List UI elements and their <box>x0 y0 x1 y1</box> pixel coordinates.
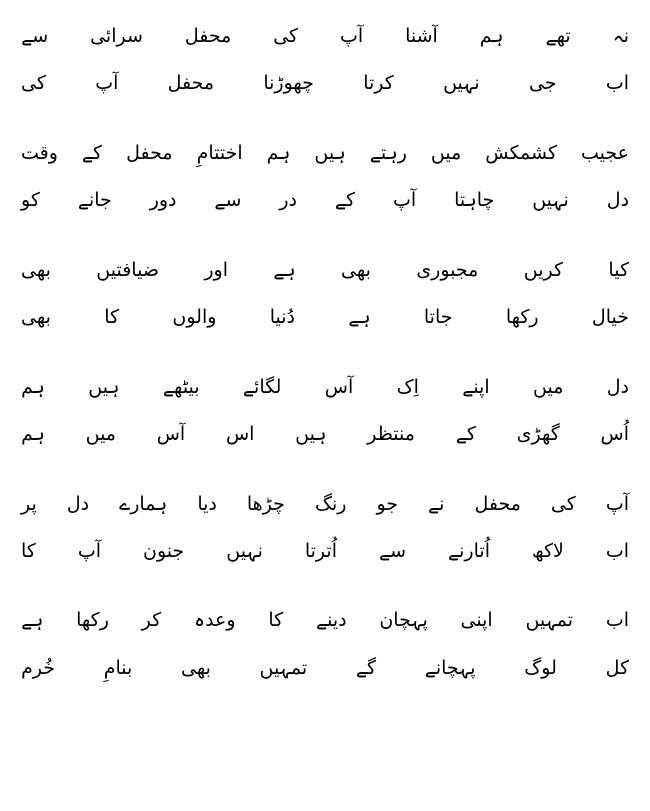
verse-line <box>18 606 632 635</box>
verse-word: آپ <box>340 25 364 47</box>
verse-word: کریں <box>523 258 564 281</box>
verse-word: اپنی <box>460 609 493 632</box>
verse-word: وعدہ <box>193 609 236 632</box>
verse-word: آس <box>324 375 354 398</box>
verse-word: لگائے <box>242 375 282 398</box>
verse-word: مجبوری <box>416 258 479 281</box>
verse-word: نہیں <box>443 72 480 95</box>
verse-word: خیال <box>591 306 629 329</box>
verse-word: چڑھا <box>246 492 285 515</box>
verse-line <box>18 373 632 402</box>
stanza <box>18 256 632 333</box>
verse-word: تمہیں <box>525 609 574 632</box>
verse-word: بنامِ <box>103 656 133 679</box>
verse-word: محفل <box>126 141 173 164</box>
verse-word: نہیں <box>532 189 569 212</box>
verse-line <box>18 22 632 51</box>
verse-word: کشمکش <box>485 141 557 164</box>
verse-word: بیٹھے <box>162 375 200 398</box>
verse-word: اُتارنے <box>448 539 490 562</box>
verse-line <box>18 537 632 566</box>
verse-word: وقت <box>21 141 58 164</box>
verse-word: کی <box>550 492 576 515</box>
verse-word: میں <box>430 141 462 164</box>
verse-word: دل <box>606 189 629 212</box>
verse-word: کی <box>273 25 299 47</box>
verse-word: کے <box>455 423 476 446</box>
verse-word: ہے <box>273 258 296 281</box>
verse-word: پہچان <box>379 609 428 632</box>
verse-word: گے <box>355 656 377 679</box>
verse-word: کی <box>21 72 46 95</box>
verse-word: اختتامِ <box>196 141 243 164</box>
verse-word: اس <box>225 423 255 446</box>
verse-line <box>18 139 632 168</box>
verse-word: پہچانے <box>424 656 476 679</box>
verse-word: کو <box>21 189 40 212</box>
verse-word: آس <box>156 423 186 446</box>
verse-word: کیا <box>608 258 629 281</box>
verse-word: تھے <box>545 25 571 47</box>
verse-word: نہ <box>612 25 629 47</box>
verse-word: دُنیا <box>269 306 295 329</box>
verse-line <box>18 69 632 98</box>
verse-word: ہمارے <box>119 492 168 515</box>
verse-word: اور <box>204 258 228 281</box>
verse-line <box>18 654 632 683</box>
verse-word: اب <box>605 539 629 562</box>
verse-word: کے <box>81 141 103 164</box>
stanza <box>18 490 632 567</box>
verse-word: ہم <box>21 423 45 446</box>
verse-word: اپنے <box>462 375 490 398</box>
verse-word: ہے <box>21 609 44 632</box>
verse-word: منتظر <box>367 423 415 446</box>
verse-word: جاتا <box>423 306 453 329</box>
verse-word: ہیں <box>88 375 120 398</box>
verse-word: رکھا <box>505 306 539 329</box>
verse-word: ہم <box>21 375 45 398</box>
verse-word: ہم <box>479 25 504 47</box>
stanza <box>18 373 632 450</box>
verse-word: عجیب <box>581 141 629 164</box>
verse-word: جی <box>528 72 557 95</box>
verse-word: تمہیں <box>259 656 308 679</box>
verse-word: میں <box>533 375 564 398</box>
verse-word: کے <box>334 189 356 212</box>
verse-word: دور <box>149 189 177 212</box>
verse-word: چاہتا <box>454 189 495 212</box>
verse-word: بھی <box>21 258 51 281</box>
verse-word: دینے <box>315 609 347 632</box>
verse-word: رہتے <box>369 141 407 164</box>
verse-word: آشنا <box>405 25 438 47</box>
verse-word: رنگ <box>314 492 347 515</box>
verse-word: بھی <box>21 306 51 329</box>
verse-word: سے <box>378 539 407 562</box>
verse-word: محفل <box>167 72 215 95</box>
verse-word: بھی <box>180 656 211 679</box>
verse-line <box>18 303 632 332</box>
verse-word: رکھا <box>76 609 109 632</box>
verse-line <box>18 186 632 215</box>
verse-line <box>18 490 632 519</box>
verse-word: ہیں <box>314 141 346 164</box>
verse-word: سے <box>214 189 242 212</box>
verse-word: گھڑی <box>516 423 560 446</box>
verse-word: کل <box>605 656 629 679</box>
verse-word: کر <box>141 609 162 632</box>
verse-line <box>18 420 632 449</box>
verse-word: نے <box>428 492 445 515</box>
verse-word: لوگ <box>524 656 557 679</box>
verse-word: ہم <box>266 141 291 164</box>
verse-word: کا <box>104 306 120 329</box>
verse-word: جانے <box>77 189 112 212</box>
verse-word: آپ <box>605 492 629 515</box>
verse-word: سے <box>21 25 49 47</box>
verse-word: بھی <box>341 258 371 281</box>
verse-word: آپ <box>95 72 119 95</box>
verse-word: اُترتا <box>304 539 337 562</box>
verse-word: دل <box>606 375 629 398</box>
verse-word: پر <box>21 492 37 515</box>
verse-word: جنون <box>143 539 185 562</box>
verse-word: کا <box>268 609 284 632</box>
verse-word: اب <box>605 609 629 632</box>
stanza <box>18 139 632 216</box>
verse-word: ہے <box>348 306 371 329</box>
verse-word: جو <box>376 492 398 515</box>
stanza <box>18 22 632 99</box>
verse-word: ہیں <box>295 423 327 446</box>
verse-word: آپ <box>77 539 102 562</box>
verse-word: والوں <box>172 306 217 329</box>
verse-word: چھوڑنا <box>263 72 314 95</box>
verse-word: آپ <box>393 189 417 212</box>
verse-word: محفل <box>184 25 232 47</box>
verse-word: اُس <box>600 423 629 446</box>
verse-word: دل <box>66 492 90 515</box>
verse-word: سرائی <box>90 25 143 47</box>
verse-word: کا <box>21 539 36 562</box>
verse-word: دیا <box>197 492 217 515</box>
verse-word: میں <box>85 423 116 446</box>
verse-word: کرتا <box>363 72 394 95</box>
verse-word: اب <box>605 72 629 95</box>
verse-word: نہیں <box>226 539 263 562</box>
verse-word: خُرم <box>21 656 56 679</box>
verse-line <box>18 256 632 285</box>
verse-word: در <box>279 189 298 212</box>
verse-word: اِک <box>396 375 419 398</box>
verse-word: لاکھ <box>531 539 564 562</box>
verse-word: محفل <box>474 492 521 515</box>
verse-word: ضیافتیں <box>96 258 159 281</box>
stanza <box>18 606 632 683</box>
